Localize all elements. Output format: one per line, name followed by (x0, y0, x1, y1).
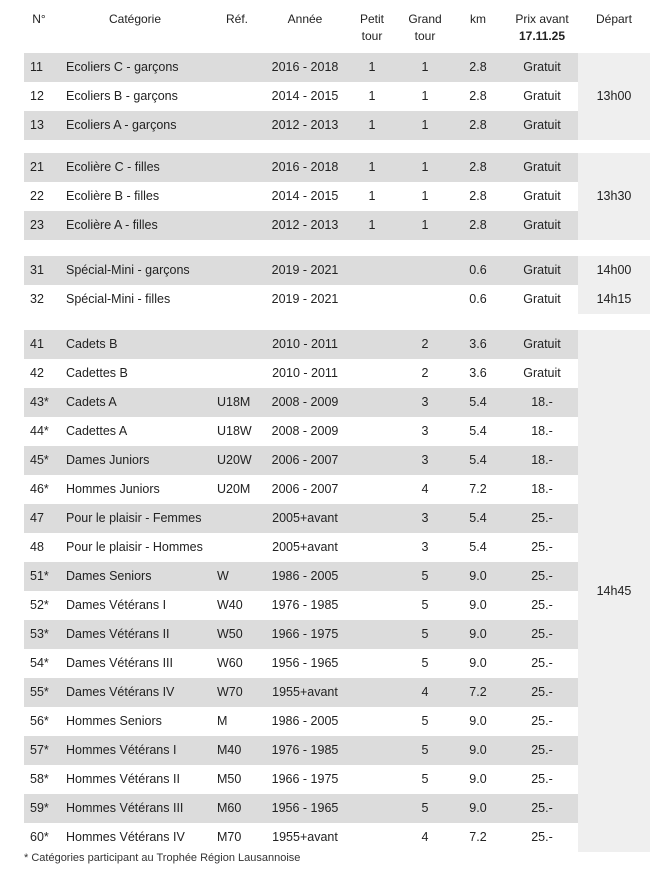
cell-cat: Ecoliers A - garçons (66, 118, 177, 132)
header-ref: Réf. (225, 12, 248, 26)
cell-year: 1955+avant (272, 685, 338, 699)
cell-no: 57* (30, 743, 49, 757)
cell-cat: Dames Vétérans III (66, 656, 173, 670)
row-cells (24, 475, 578, 504)
cell-km: 2.8 (469, 118, 487, 132)
cell-petit: 1 (368, 89, 376, 103)
cell-no: 41 (30, 337, 44, 351)
row-group (24, 256, 650, 314)
cell-grand: 5 (421, 772, 429, 786)
cell-no: 22 (30, 189, 44, 203)
cell-cat: Ecoliers B - garçons (66, 89, 178, 103)
cell-grand: 3 (421, 424, 429, 438)
cell-no: 43* (30, 395, 49, 409)
cell-prix: Gratuit (523, 160, 561, 174)
cell-cat: Pour le plaisir - Femmes (66, 511, 202, 525)
cell-prix: 25.- (531, 801, 553, 815)
cell-year: 1966 - 1975 (271, 627, 339, 641)
cell-petit: 1 (368, 118, 376, 132)
cell-grand: 4 (421, 685, 429, 699)
cell-km: 2.8 (469, 218, 487, 232)
cell-prix: Gratuit (523, 292, 561, 306)
cell-no: 21 (30, 160, 44, 174)
table-row (24, 53, 650, 82)
cell-grand: 3 (421, 540, 429, 554)
cell-km: 2.8 (469, 60, 487, 74)
cell-grand: 5 (421, 801, 429, 815)
cell-year: 1976 - 1985 (271, 743, 339, 757)
cell-ref: M50 (217, 772, 242, 786)
table-row (24, 446, 650, 475)
cell-no: 46* (30, 482, 49, 496)
cell-cat: Dames Juniors (66, 453, 150, 467)
row-group (24, 330, 650, 852)
cell-no: 59* (30, 801, 49, 815)
cell-cat: Cadettes B (66, 366, 128, 380)
cell-km: 9.0 (469, 598, 487, 612)
cell-no: 32 (30, 292, 44, 306)
cell-no: 56* (30, 714, 49, 728)
row-cells (24, 211, 578, 240)
row-cells (24, 446, 578, 475)
cell-prix: 25.- (531, 714, 553, 728)
cell-km: 2.8 (469, 89, 487, 103)
row-cells (24, 53, 578, 82)
cell-cat: Cadets B (66, 337, 118, 351)
cell-cat: Ecolière A - filles (66, 218, 158, 232)
cell-cat: Dames Vétérans IV (66, 685, 175, 699)
table-row (24, 359, 650, 388)
table-row (24, 823, 650, 852)
cell-grand: 3 (421, 395, 429, 409)
header-no: N° (32, 12, 46, 26)
cell-no: 47 (30, 511, 44, 525)
cell-ref: M40 (217, 743, 242, 757)
cell-no: 52* (30, 598, 49, 612)
cell-cat: Hommes Vétérans II (66, 772, 180, 786)
cell-no: 60* (30, 830, 49, 844)
cell-no: 45* (30, 453, 49, 467)
depart-time: 13h00 (578, 53, 650, 140)
cell-prix: 18.- (531, 453, 553, 467)
table-row (24, 591, 650, 620)
cell-year: 1966 - 1975 (271, 772, 339, 786)
cell-prix: Gratuit (523, 366, 561, 380)
cell-year: 1956 - 1965 (271, 801, 339, 815)
header-km: km (470, 12, 486, 26)
cell-petit: 1 (368, 60, 376, 74)
cell-grand: 5 (421, 714, 429, 728)
cell-km: 7.2 (469, 830, 487, 844)
cell-cat: Dames Vétérans I (66, 598, 167, 612)
table-header (0, 0, 660, 50)
cell-km: 9.0 (469, 772, 487, 786)
cell-grand: 2 (421, 337, 429, 351)
depart-time: 13h30 (578, 153, 650, 240)
row-cells (24, 182, 578, 211)
cell-year: 1955+avant (272, 830, 338, 844)
cell-km: 3.6 (469, 366, 487, 380)
cell-prix: 25.- (531, 598, 553, 612)
cell-no: 44* (30, 424, 49, 438)
row-cells (24, 82, 578, 111)
row-group (24, 53, 650, 140)
cell-cat: Dames Vétérans II (66, 627, 170, 641)
row-cells (24, 256, 578, 285)
cell-km: 0.6 (469, 263, 487, 277)
cell-km: 2.8 (469, 160, 487, 174)
cell-grand: 3 (421, 453, 429, 467)
table-row (24, 388, 650, 417)
cell-cat: Spécial-Mini - filles (66, 292, 171, 306)
cell-km: 9.0 (469, 627, 487, 641)
cell-prix: Gratuit (523, 60, 561, 74)
cell-year: 2019 - 2021 (271, 292, 339, 306)
cell-prix: 25.- (531, 540, 553, 554)
cell-km: 5.4 (469, 395, 487, 409)
header-petit-line2: tour (361, 29, 383, 43)
cell-prix: Gratuit (523, 218, 561, 232)
cell-cat: Pour le plaisir - Hommes (66, 540, 203, 554)
cell-ref: W (217, 569, 229, 583)
cell-grand: 5 (421, 743, 429, 757)
cell-grand: 5 (421, 656, 429, 670)
row-cells (24, 285, 578, 314)
cell-no: 42 (30, 366, 44, 380)
cell-ref: U20W (217, 453, 252, 467)
row-cells (24, 388, 578, 417)
cell-grand: 5 (421, 598, 429, 612)
cell-year: 1956 - 1965 (271, 656, 339, 670)
cell-grand: 2 (421, 366, 429, 380)
row-cells (24, 736, 578, 765)
cell-km: 9.0 (469, 801, 487, 815)
header-depart: Départ (595, 12, 633, 26)
cell-prix: 25.- (531, 743, 553, 757)
cell-year: 2014 - 2015 (271, 189, 339, 203)
cell-km: 9.0 (469, 569, 487, 583)
table-row (24, 256, 650, 285)
cell-grand: 1 (421, 118, 429, 132)
cell-no: 12 (30, 89, 44, 103)
table-row (24, 330, 650, 359)
row-cells (24, 533, 578, 562)
table-row (24, 153, 650, 182)
cell-petit: 1 (368, 218, 376, 232)
cell-grand: 1 (421, 218, 429, 232)
table-row (24, 620, 650, 649)
table-row (24, 562, 650, 591)
row-cells (24, 359, 578, 388)
cell-grand: 3 (421, 511, 429, 525)
cell-ref: U18M (217, 395, 251, 409)
cell-no: 13 (30, 118, 44, 132)
cell-grand: 1 (421, 89, 429, 103)
cell-km: 7.2 (469, 685, 487, 699)
header-grand-line2: tour (414, 29, 436, 43)
cell-grand: 1 (421, 60, 429, 74)
row-cells (24, 794, 578, 823)
cell-no: 55* (30, 685, 49, 699)
cell-grand: 4 (421, 830, 429, 844)
cell-cat: Ecolière C - filles (66, 160, 160, 174)
cell-km: 5.4 (469, 453, 487, 467)
cell-cat: Hommes Juniors (66, 482, 160, 496)
cell-prix: Gratuit (523, 337, 561, 351)
cell-km: 3.6 (469, 337, 487, 351)
cell-ref: M (217, 714, 228, 728)
header-category: Catégorie (108, 12, 162, 26)
header-petit-tour (348, 11, 396, 45)
table-row (24, 211, 650, 240)
header-petit-line1: Petit (359, 12, 384, 26)
cell-ref: W70 (217, 685, 243, 699)
table-row (24, 649, 650, 678)
depart-time: 14h45 (578, 330, 650, 852)
cell-no: 58* (30, 772, 49, 786)
header-year: Année (287, 12, 323, 26)
cell-prix: 18.- (531, 482, 553, 496)
cell-year: 2005+avant (272, 511, 338, 525)
cell-km: 9.0 (469, 714, 487, 728)
row-cells (24, 707, 578, 736)
cell-grand: 1 (421, 160, 429, 174)
table-row (24, 111, 650, 140)
cell-cat: Spécial-Mini - garçons (66, 263, 190, 277)
footnote: * Catégories participant au Trophée Région Lausannoise (24, 852, 301, 864)
table-row (24, 533, 650, 562)
cell-no: 23 (30, 218, 44, 232)
cell-prix: 25.- (531, 656, 553, 670)
cell-year: 2006 - 2007 (271, 482, 339, 496)
cell-grand: 5 (421, 627, 429, 641)
cell-prix: 25.- (531, 685, 553, 699)
cell-prix: Gratuit (523, 189, 561, 203)
cell-ref: W60 (217, 656, 243, 670)
row-group (24, 153, 650, 240)
cell-year: 2016 - 2018 (271, 60, 339, 74)
cell-year: 2006 - 2007 (271, 453, 339, 467)
cell-no: 53* (30, 627, 49, 641)
row-cells (24, 620, 578, 649)
cell-ref: W50 (217, 627, 243, 641)
table-row (24, 707, 650, 736)
table-row (24, 82, 650, 111)
cell-year: 2016 - 2018 (271, 160, 339, 174)
cell-cat: Hommes Seniors (66, 714, 162, 728)
cell-petit: 1 (368, 189, 376, 203)
cell-cat: Cadettes A (66, 424, 128, 438)
cell-km: 9.0 (469, 743, 487, 757)
cell-km: 5.4 (469, 540, 487, 554)
cell-cat: Hommes Vétérans III (66, 801, 184, 815)
cell-prix: 25.- (531, 627, 553, 641)
cell-grand: 4 (421, 482, 429, 496)
cell-prix: 18.- (531, 424, 553, 438)
cell-year: 2008 - 2009 (271, 395, 339, 409)
cell-year: 2010 - 2011 (272, 366, 338, 380)
row-cells (24, 649, 578, 678)
cell-prix: 18.- (531, 395, 553, 409)
cell-cat: Hommes Vétérans I (66, 743, 177, 757)
row-cells (24, 678, 578, 707)
table-row (24, 285, 650, 314)
cell-grand: 1 (421, 189, 429, 203)
cell-year: 2019 - 2021 (271, 263, 339, 277)
cell-km: 2.8 (469, 189, 487, 203)
cell-year: 2012 - 2013 (271, 218, 339, 232)
cell-year: 1986 - 2005 (271, 569, 339, 583)
header-prix (504, 11, 580, 45)
table-row (24, 182, 650, 211)
row-cells (24, 823, 578, 852)
cell-grand: 5 (421, 569, 429, 583)
cell-no: 11 (30, 60, 43, 74)
row-cells (24, 591, 578, 620)
table-row (24, 794, 650, 823)
cell-year: 2008 - 2009 (271, 424, 339, 438)
cell-no: 51* (30, 569, 49, 583)
header-grand-tour (400, 11, 450, 45)
depart-time: 14h15 (578, 285, 650, 314)
cell-km: 5.4 (469, 511, 487, 525)
cell-ref: W40 (217, 598, 243, 612)
cell-prix: 25.- (531, 772, 553, 786)
depart-time: 14h00 (578, 256, 650, 285)
cell-km: 5.4 (469, 424, 487, 438)
cell-cat: Hommes Vétérans IV (66, 830, 185, 844)
cell-no: 54* (30, 656, 49, 670)
cell-ref: M60 (217, 801, 242, 815)
cell-cat: Cadets A (66, 395, 117, 409)
cell-km: 0.6 (469, 292, 487, 306)
cell-no: 31 (30, 263, 44, 277)
row-cells (24, 417, 578, 446)
row-cells (24, 111, 578, 140)
cell-prix: Gratuit (523, 89, 561, 103)
cell-petit: 1 (368, 160, 376, 174)
cell-ref: M70 (217, 830, 242, 844)
cell-prix: 25.- (531, 511, 553, 525)
header-prix-line2: 17.11.25 (518, 29, 566, 43)
cell-km: 9.0 (469, 656, 487, 670)
cell-ref: U18W (217, 424, 252, 438)
cell-cat: Dames Seniors (66, 569, 152, 583)
header-grand-line1: Grand (408, 12, 442, 26)
row-cells (24, 330, 578, 359)
table-row (24, 736, 650, 765)
cell-prix: Gratuit (523, 118, 561, 132)
table-row (24, 504, 650, 533)
cell-year: 2014 - 2015 (271, 89, 339, 103)
row-cells (24, 765, 578, 794)
row-cells (24, 153, 578, 182)
cell-cat: Ecoliers C - garçons (66, 60, 179, 74)
cell-cat: Ecolière B - filles (66, 189, 160, 203)
cell-prix: 25.- (531, 830, 553, 844)
table-row (24, 475, 650, 504)
cell-year: 1986 - 2005 (271, 714, 339, 728)
cell-prix: Gratuit (523, 263, 561, 277)
cell-no: 48 (30, 540, 44, 554)
table-row (24, 678, 650, 707)
cell-prix: 25.- (531, 569, 553, 583)
row-cells (24, 562, 578, 591)
cell-km: 7.2 (469, 482, 487, 496)
row-cells (24, 504, 578, 533)
cell-year: 1976 - 1985 (271, 598, 339, 612)
header-prix-line1: Prix avant (515, 12, 569, 26)
table-row (24, 765, 650, 794)
cell-year: 2012 - 2013 (271, 118, 339, 132)
cell-year: 2005+avant (272, 540, 338, 554)
table-row (24, 417, 650, 446)
cell-ref: U20M (217, 482, 251, 496)
cell-year: 2010 - 2011 (272, 337, 338, 351)
